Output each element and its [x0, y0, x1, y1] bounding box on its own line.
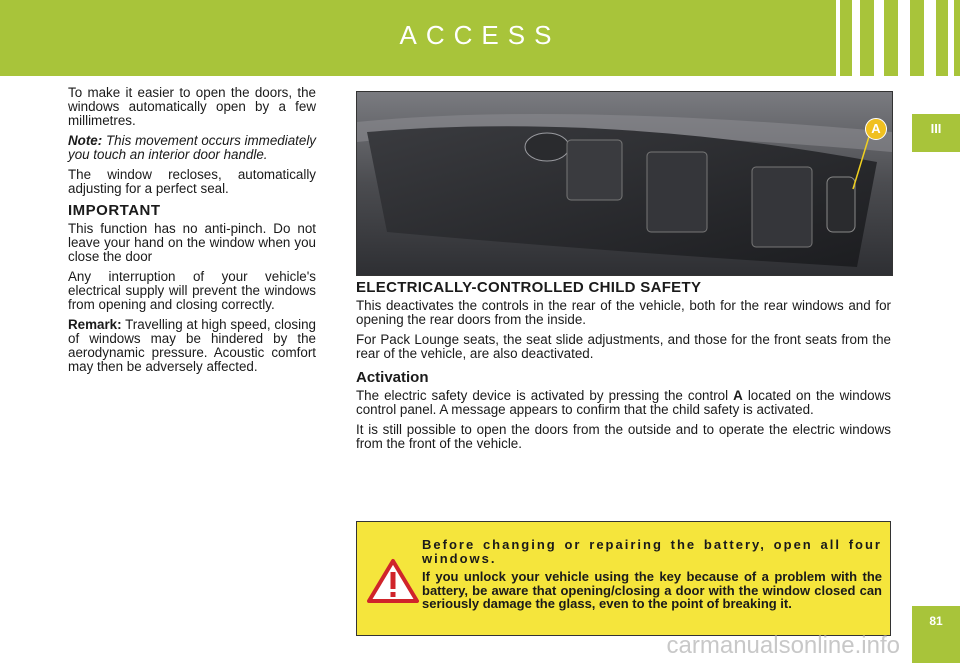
note-text: This movement occurs immediately you touch an interior door handle. [68, 133, 316, 162]
recloses-text: The window recloses, automatically adjusting for a perfect seal. [68, 167, 316, 196]
note-paragraph [68, 134, 316, 162]
header-bar [0, 0, 960, 76]
warning-text [422, 538, 882, 616]
remark-text: Travelling at high speed, closing of windows may be hindered by the aerodynamic pressure. Acoustic comfort may then be adversely affected. [68, 317, 317, 374]
child-safety-para3: It is still possible to open the doors from the outside and to operate the electric windows from the front of the vehicle. [356, 422, 891, 451]
remark-paragraph [68, 318, 316, 374]
child-safety-para1: This deactivates the controls in the rear of the vehicle, both for the rear windows and for opening the rear doors from the inside. [356, 298, 891, 327]
warning-triangle-icon [367, 558, 419, 604]
right-column [356, 281, 891, 457]
child-safety-para2: For Pack Lounge seats, the seat slide adjustments, and those for the front seats from the rear of the vehicle, are also deactivated. [356, 332, 891, 361]
warning-box [356, 521, 891, 636]
window-controls-photo [356, 91, 893, 276]
watermark: carmanualsonline.info [666, 632, 900, 659]
page-title: ACCESS [399, 20, 561, 50]
remark-label: Remark: [68, 317, 122, 332]
header-stripes [830, 0, 960, 76]
page-number: 81 [912, 606, 960, 663]
child-safety-heading: ELECTRICALLY-CONTROLLED CHILD SAFETY [356, 279, 702, 296]
door-panel-illustration [357, 92, 892, 275]
activation-heading: Activation [356, 369, 429, 386]
anti-pinch-text: This function has no anti-pinch. Do not leave your hand on the window when you close the door [68, 221, 316, 264]
activation-paragraph: The electric safety device is activated by pressing the control A located on the windows control panel. A message appears to confirm that the child safety is activated. [356, 388, 891, 417]
intro-text: To make it easier to open the doors, the windows automatically open by a few millimetres. [68, 85, 316, 128]
warning-line2: If you unlock your vehicle using the key because of a problem with the battery, be aware that opening/closing a door with the window closed can seriously damage the glass, even to the point of breaking it. [422, 569, 882, 611]
interruption-text: Any interruption of your vehicle's electrical supply will prevent the windows from opening and closing correctly. [68, 269, 316, 312]
left-column [68, 86, 316, 380]
note-label: Note: [68, 133, 103, 148]
switch-block-icon [567, 140, 622, 200]
chapter-tab[interactable]: III [912, 114, 960, 152]
warning-line1: Before changing or repairing the battery, open all four windows. [422, 537, 882, 566]
important-heading: IMPORTANT [68, 202, 161, 219]
control-a-ref: A [733, 388, 743, 403]
mirror-control-icon [525, 133, 569, 161]
child-safety-button-icon [827, 177, 855, 232]
control-marker-a: A [865, 118, 887, 140]
